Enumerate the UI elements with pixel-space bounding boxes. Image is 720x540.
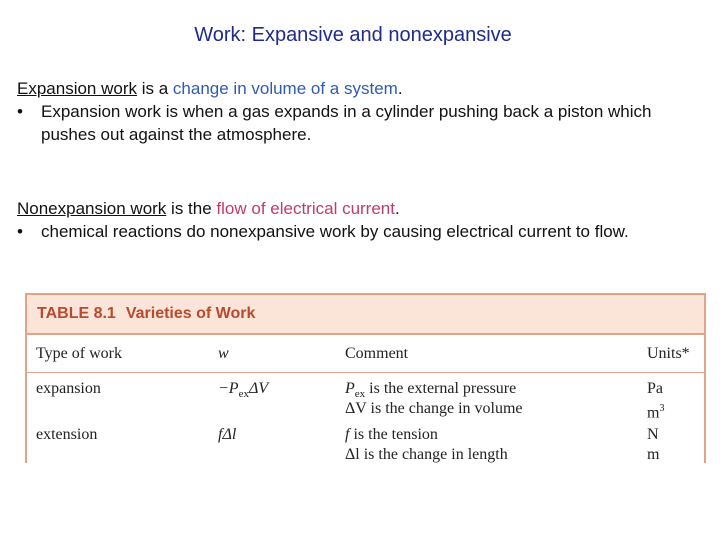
expansion-bullet-text: Expansion work is when a gas expands in a cylinder pushing back a piston which pushes out against the atmosphere.	[41, 102, 652, 144]
row-type: expansion	[36, 380, 101, 397]
row-comment-1: f is the tension	[345, 426, 438, 443]
expansion-paragraph	[17, 77, 707, 146]
row-w: fΔl	[218, 426, 237, 443]
table-caption	[27, 295, 704, 335]
row-comment-1: $P_{ex}$ is the external pressure	[345, 380, 517, 401]
nonexpansion-mid: is the	[166, 199, 217, 218]
row-comment-2: ΔV is the change in volume	[345, 400, 523, 417]
expansion-definition-line	[17, 77, 707, 100]
table-name: Varieties of Work	[125, 305, 256, 322]
header-w: w	[218, 344, 229, 362]
varieties-of-work-table	[25, 293, 706, 463]
header-type: Type of work	[36, 344, 122, 362]
row-type: extension	[36, 426, 98, 443]
expansion-mid: is a	[137, 79, 173, 98]
bullet-marker: •	[17, 222, 23, 241]
row-unit-1: Pa	[647, 380, 663, 397]
row-w: $-P_{ex}\Delta V$	[218, 380, 269, 401]
expansion-bullet-item	[17, 100, 707, 146]
row-unit-1: N	[647, 426, 659, 443]
row-unit-2: $m^3$	[647, 403, 665, 422]
expansion-definition: change in volume of a system	[172, 79, 398, 98]
slide-title: Work: Expansive and nonexpansive	[194, 24, 512, 46]
nonexpansion-definition: flow of electrical current	[216, 199, 395, 218]
row-comment-2: Δl is the change in length	[345, 446, 508, 463]
expansion-term: Expansion work	[17, 79, 138, 98]
expansion-end: .	[397, 79, 403, 98]
header-comment: Comment	[345, 344, 409, 362]
nonexpansion-bullet-text: chemical reactions do nonexpansive work by causing electrical current to flow.	[41, 222, 629, 241]
nonexpansion-term: Nonexpansion work	[17, 199, 167, 218]
nonexpansion-end: .	[394, 199, 400, 218]
header-units: Units*	[647, 344, 690, 362]
bullet-marker: •	[17, 102, 23, 121]
table-row	[27, 373, 704, 422]
nonexpansion-paragraph	[17, 197, 707, 243]
table-header-row	[27, 335, 704, 373]
row-unit-2: m	[647, 446, 660, 463]
nonexpansion-bullet-item	[17, 220, 707, 243]
nonexpansion-definition-line	[17, 197, 707, 220]
table-number: TABLE 8.1	[37, 305, 116, 322]
table-row	[27, 419, 704, 463]
